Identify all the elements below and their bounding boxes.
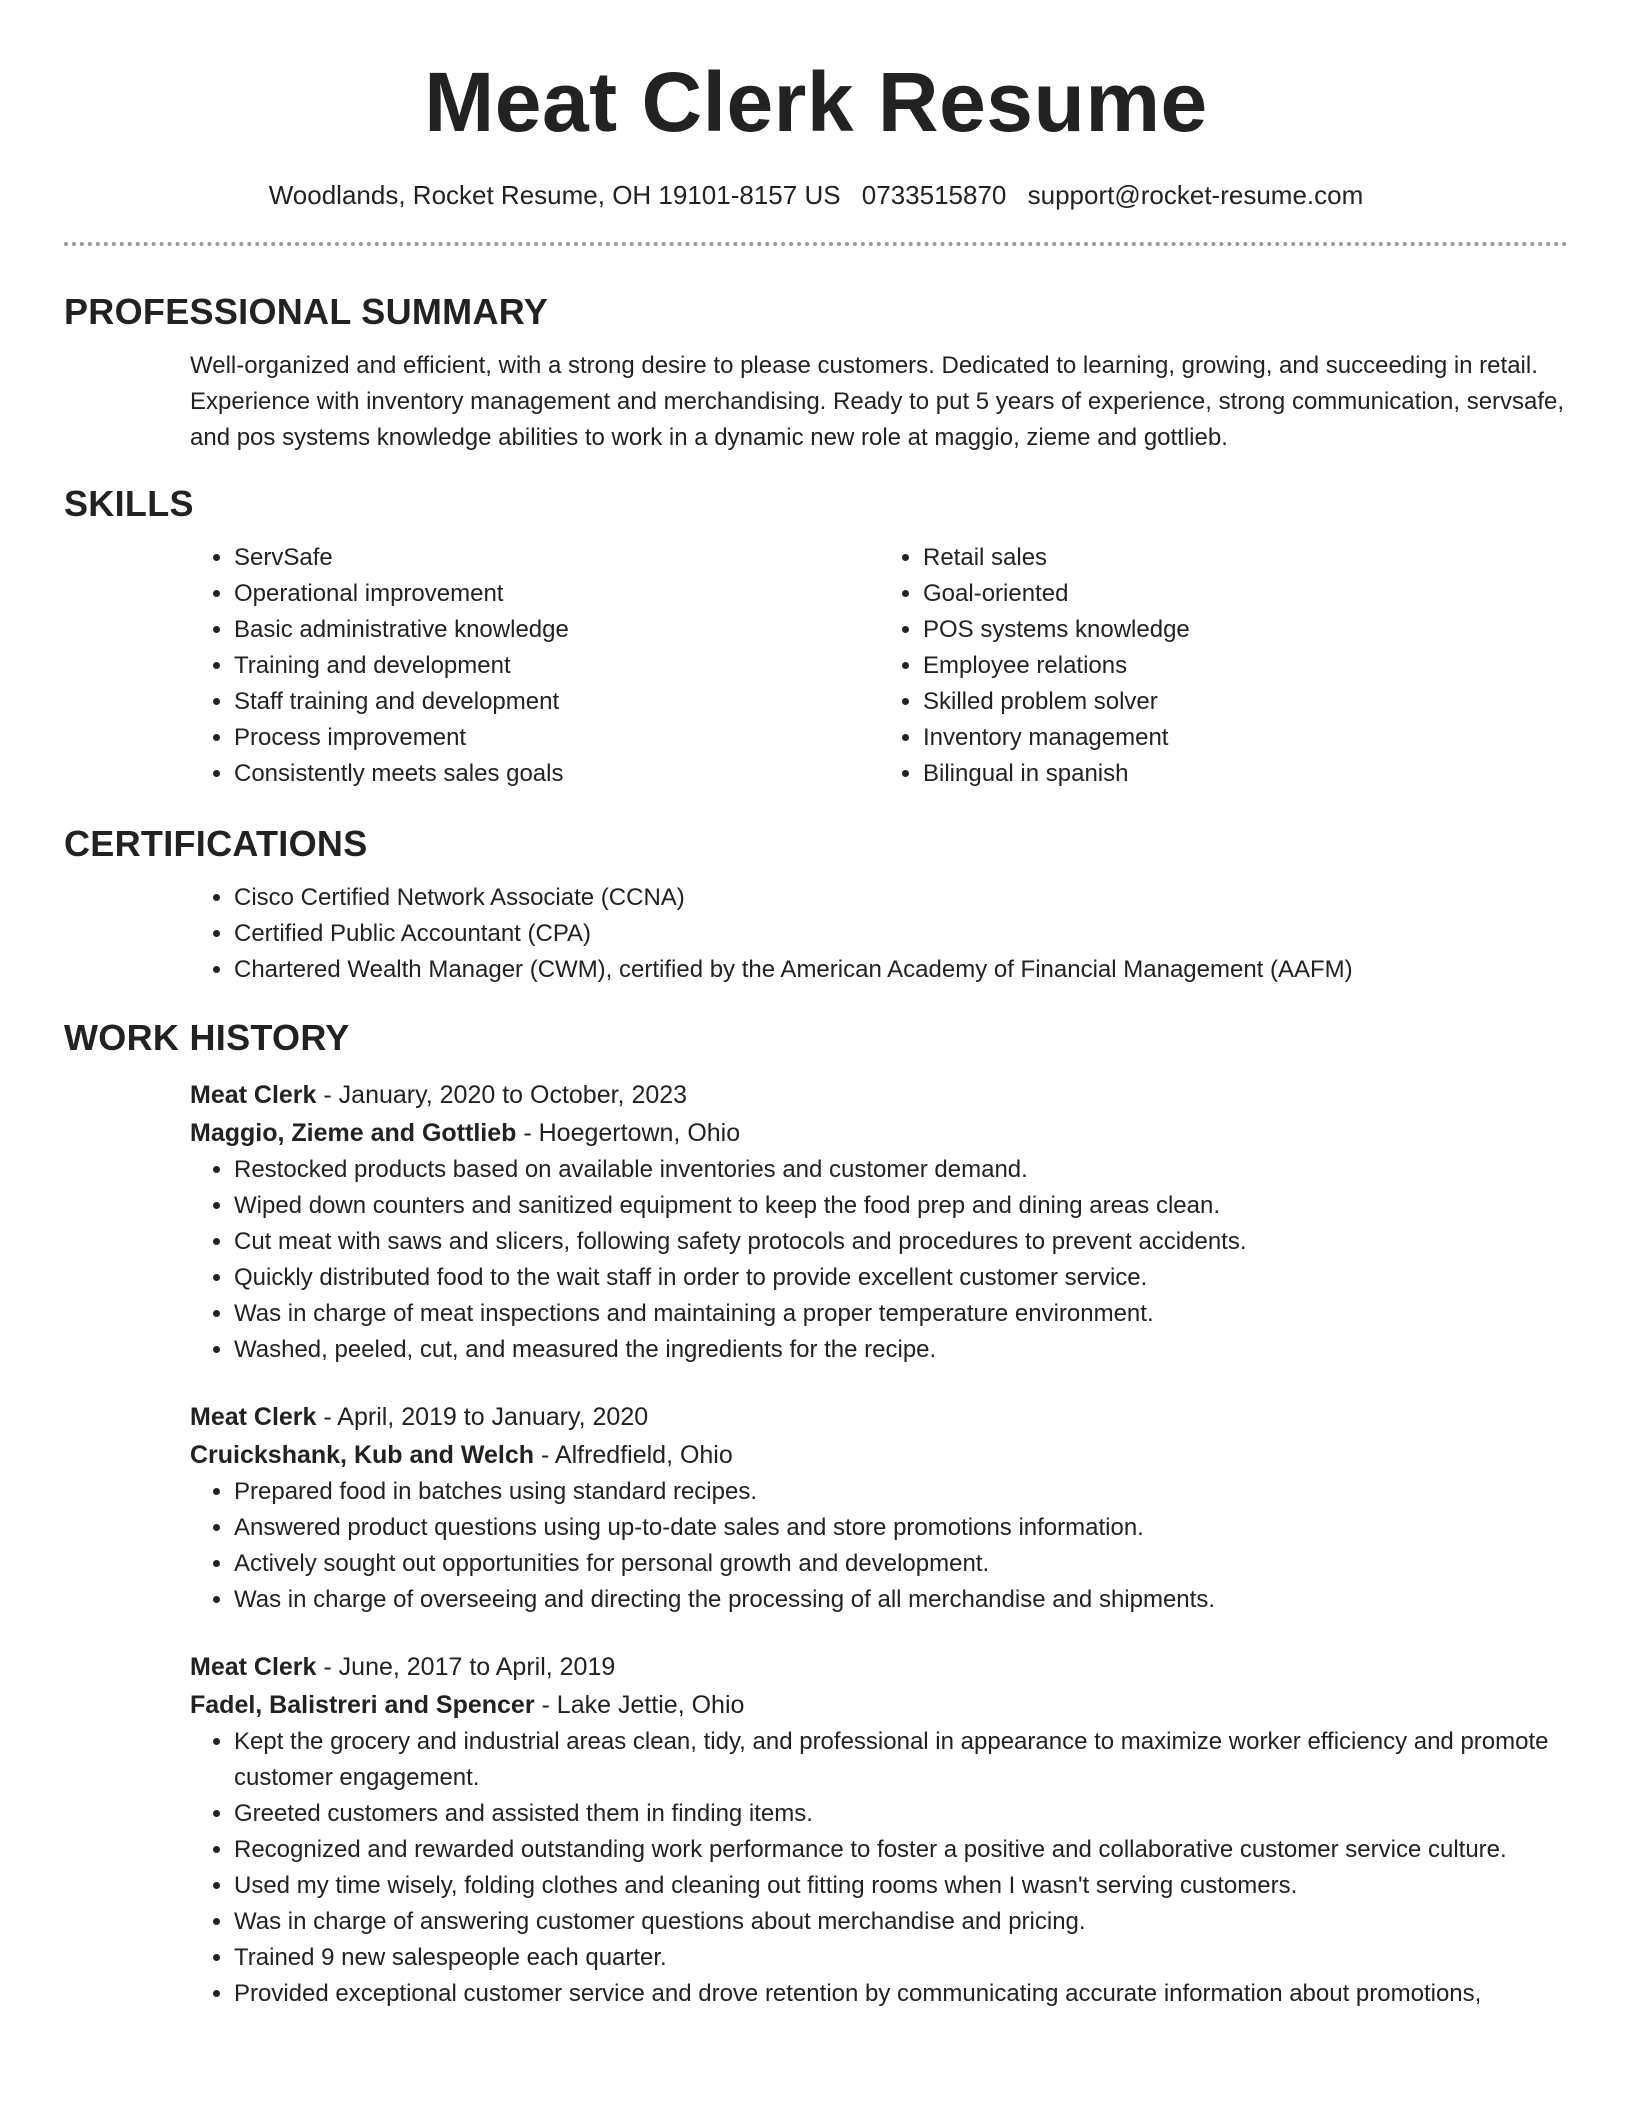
resume-title: Meat Clerk Resume [424, 55, 1208, 149]
job-company: Fadel, Balistreri and Spencer [190, 1691, 535, 1719]
work-heading: WORK HISTORY [64, 1017, 350, 1058]
job-company: Cruickshank, Kub and Welch [190, 1441, 535, 1469]
skill-item: • Employee relations [923, 648, 1568, 684]
job-company-line [190, 1436, 1568, 1474]
job-dates: - April, 2019 to January, 2020 [316, 1403, 649, 1431]
certifications-body [190, 880, 1568, 988]
job-title-line [190, 1398, 1568, 1436]
job-bullet: • Was in charge of meat inspections and maintaining a proper temperature environment. [234, 1296, 1568, 1332]
work-section [64, 1016, 1568, 2012]
job-bullet: • Restocked products based on available inventories and customer demand. [234, 1152, 1568, 1188]
skill-item: • Process improvement [234, 720, 879, 756]
header-divider [64, 242, 1568, 246]
job-bullets [190, 1724, 1568, 2012]
skill-item: • Skilled problem solver [923, 684, 1568, 720]
job-bullet: • Was in charge of overseeing and directing the processing of all merchandise and shipments. [234, 1582, 1568, 1618]
skill-item: • Staff training and development [234, 684, 879, 720]
job-company-line [190, 1686, 1568, 1724]
skills-list-right [879, 540, 1568, 792]
job-bullets [190, 1474, 1568, 1618]
contact-line [64, 178, 1568, 212]
skill-item: • Basic administrative knowledge [234, 612, 879, 648]
job-entry [190, 1398, 1568, 1618]
skill-item: • Goal-oriented [923, 576, 1568, 612]
skills-section [64, 482, 1568, 792]
job-company-line [190, 1114, 1568, 1152]
certification-item: • Cisco Certified Network Associate (CCNA) [234, 880, 1568, 916]
skill-item: • Consistently meets sales goals [234, 756, 879, 792]
job-bullet: • Recognized and rewarded outstanding work performance to foster a positive and collaborative customer service culture. [234, 1832, 1568, 1868]
job-bullet: • Prepared food in batches using standard recipes. [234, 1474, 1568, 1510]
job-location: - Alfredfield, Ohio [534, 1441, 733, 1469]
contact-phone: 0733515870 [861, 180, 1007, 210]
job-bullet: • Kept the grocery and industrial areas clean, tidy, and professional in appearance to maximize worker efficiency and promote customer engagement. [234, 1724, 1568, 1796]
job-bullet: • Wiped down counters and sanitized equipment to keep the food prep and dining areas clean. [234, 1188, 1568, 1224]
job-title-line [190, 1648, 1568, 1686]
certifications-section [64, 822, 1568, 988]
certification-item: • Chartered Wealth Manager (CWM), certified by the American Academy of Financial Management (AAFM) [234, 952, 1568, 988]
summary-text: Well-organized and efficient, with a strong desire to please customers. Dedicated to learning, growing, and succeeding in retail. Experience with inventory management and merchandising. Ready to put 5 years of experience, strong communication, servsafe, and pos systems knowledge abilities to work in a dynamic new role at maggio, zieme and gottlieb. [190, 352, 1565, 451]
summary-heading: PROFESSIONAL SUMMARY [64, 291, 549, 332]
job-bullet: • Trained 9 new salespeople each quarter. [234, 1940, 1568, 1976]
job-bullet: • Answered product questions using up-to-date sales and store promotions information. [234, 1510, 1568, 1546]
certifications-heading: CERTIFICATIONS [64, 823, 368, 864]
job-company: Maggio, Zieme and Gottlieb [190, 1119, 517, 1147]
contact-address: Woodlands, Rocket Resume, OH 19101-8157 US [268, 180, 841, 210]
skill-item: • ServSafe [234, 540, 879, 576]
skills-heading: SKILLS [64, 483, 194, 524]
job-bullet: • Actively sought out opportunities for personal growth and development. [234, 1546, 1568, 1582]
job-location: - Lake Jettie, Ohio [534, 1691, 745, 1719]
job-entry [190, 1076, 1568, 1368]
skill-item: • POS systems knowledge [923, 612, 1568, 648]
job-bullet: • Used my time wisely, folding clothes and cleaning out fitting rooms when I wasn't serving customers. [234, 1868, 1568, 1904]
skill-item: • Inventory management [923, 720, 1568, 756]
certification-item: • Certified Public Accountant (CPA) [234, 916, 1568, 952]
job-title: Meat Clerk [190, 1653, 317, 1681]
skills-columns [190, 540, 1568, 792]
work-body [190, 1076, 1568, 2012]
summary-section [64, 290, 1568, 456]
job-title-line [190, 1076, 1568, 1114]
job-bullet: • Washed, peeled, cut, and measured the ingredients for the recipe. [234, 1332, 1568, 1368]
job-bullets [190, 1152, 1568, 1368]
skill-item: • Operational improvement [234, 576, 879, 612]
job-title: Meat Clerk [190, 1403, 317, 1431]
skill-item: • Training and development [234, 648, 879, 684]
resume-page [64, 0, 1568, 2012]
skills-list-left [190, 540, 879, 792]
contact-email: support@rocket-resume.com [1027, 180, 1364, 210]
job-title: Meat Clerk [190, 1081, 317, 1109]
job-bullet: • Cut meat with saws and slicers, following safety protocols and procedures to prevent accidents. [234, 1224, 1568, 1260]
skill-item: • Retail sales [923, 540, 1568, 576]
job-bullet: • Greeted customers and assisted them in finding items. [234, 1796, 1568, 1832]
certifications-list [190, 880, 1568, 988]
job-location: - Hoegertown, Ohio [516, 1119, 741, 1147]
job-bullet: • Was in charge of answering customer questions about merchandise and pricing. [234, 1904, 1568, 1940]
job-dates: - June, 2017 to April, 2019 [316, 1653, 616, 1681]
job-bullet: • Provided exceptional customer service and drove retention by communicating accurate information about promotions, [234, 1976, 1568, 2012]
job-entry [190, 1648, 1568, 2012]
job-dates: - January, 2020 to October, 2023 [316, 1081, 688, 1109]
job-bullet: • Quickly distributed food to the wait staff in order to provide excellent customer service. [234, 1260, 1568, 1296]
skill-item: • Bilingual in spanish [923, 756, 1568, 792]
